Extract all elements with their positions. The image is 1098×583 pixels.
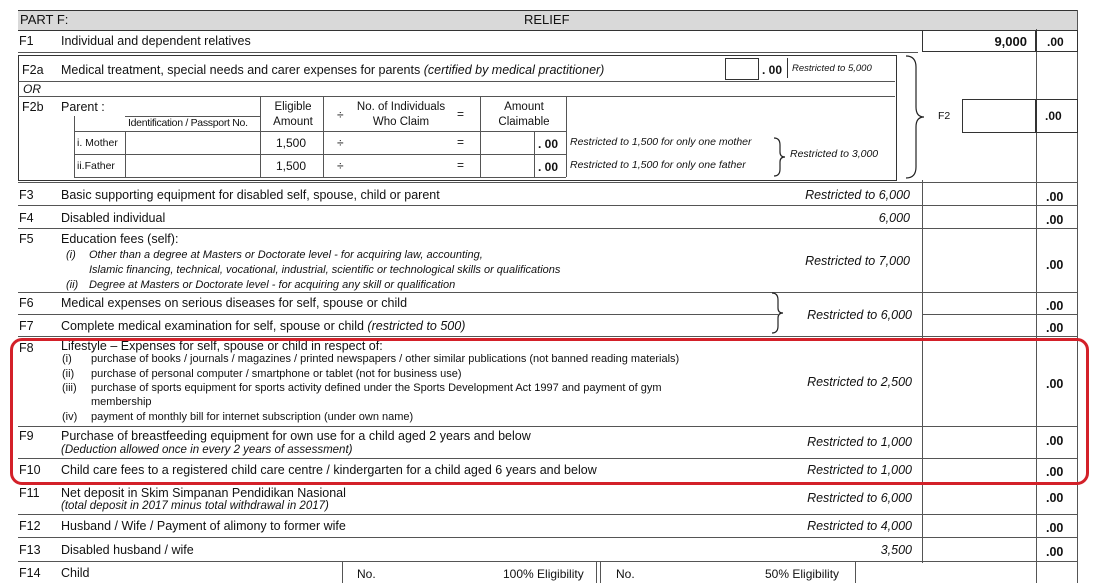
row-code-f1: F1: [19, 34, 34, 48]
father-amount-field[interactable]: [481, 156, 533, 175]
divider: [18, 52, 918, 53]
f7-label-text: Complete medical examination for self, spouse or child: [61, 319, 364, 333]
f2a-cents: . 00: [762, 63, 783, 77]
row-label-f10: Child care fees to a registered child care centre / kindergarten for a child aged 6 years and below: [61, 463, 597, 477]
divider: [74, 154, 566, 155]
divider: [74, 116, 75, 177]
f2a-limit-cell: [787, 58, 894, 78]
f5-i-line1: Other than a degree at Masters or Doctorate level - for acquiring law, accounting,: [89, 249, 483, 261]
mother-cents: . 00: [538, 137, 559, 151]
row-code-f6: F6: [19, 296, 34, 310]
f9-note: (Deduction allowed once in every 2 years of assessment): [61, 444, 353, 456]
row-code-f3: F3: [19, 188, 34, 202]
row-code-f10: F10: [19, 463, 41, 477]
row-code-f2b: F2b: [22, 100, 44, 114]
row-label-f2a: [61, 63, 604, 77]
f11-cents: .00: [1046, 491, 1064, 505]
col-id-header: Identification / Passport No.: [128, 117, 248, 129]
f2-cents: .00: [1045, 109, 1062, 123]
f14-elig-100: 100% Eligibility: [503, 567, 584, 581]
brace-icon: [770, 292, 784, 334]
f6-f7-limit: Restricted to 6,000: [807, 308, 912, 322]
row-code-f8: F8: [19, 341, 34, 355]
divider: [18, 514, 1078, 515]
divider: [18, 228, 1078, 229]
f8-cents: .00: [1046, 377, 1064, 391]
father-eligible: 1,500: [276, 159, 307, 173]
divider: [342, 562, 343, 583]
divider: [260, 97, 261, 177]
row-label-f14: Child: [61, 566, 90, 580]
f11-note: (total deposit in 2017 minus total withdrawal in 2017): [61, 500, 329, 512]
row-code-f7: F7: [19, 319, 34, 333]
f8-item-text: membership: [91, 396, 152, 408]
row-code-f11: F11: [19, 486, 40, 500]
f2a-amount-field[interactable]: [725, 58, 759, 80]
f5-ii-line: Degree at Masters or Doctorate level - for acquiring any skill or qualification: [89, 279, 456, 291]
f12-limit: Restricted to 4,000: [807, 519, 912, 533]
part-f-header: [18, 10, 1078, 31]
f2-amount-field[interactable]: [962, 99, 1036, 133]
row-code-f2a: F2a: [22, 63, 44, 77]
row-code-f4: F4: [19, 211, 34, 225]
section-title: RELIEF: [524, 12, 570, 27]
f1-amount-field[interactable]: [922, 30, 1036, 52]
div-sign: ÷: [337, 136, 344, 150]
f9-cents: .00: [1046, 434, 1064, 448]
f9-limit: Restricted to 1,000: [807, 435, 912, 449]
f6-cents: .00: [1046, 299, 1064, 313]
f5-i-num: (i): [66, 249, 76, 261]
divider: [600, 562, 601, 583]
f14-no-50: No.: [616, 567, 635, 581]
row-code-f5: F5: [19, 232, 34, 246]
f8-item-text: purchase of sports equipment for sports activity defined under the Sports Development Act 1997 and payment of gym: [91, 382, 662, 394]
row-label-f13: Disabled husband / wife: [61, 543, 194, 557]
f7-cents: .00: [1046, 321, 1064, 335]
div-sign: ÷: [337, 159, 344, 173]
brace-icon: [904, 55, 926, 179]
divider: [18, 205, 1078, 206]
f14-no-100: No.: [357, 567, 376, 581]
row-label-f11: Net deposit in Skim Simpanan Pendidikan Nasional: [61, 486, 346, 500]
divider: [18, 537, 1078, 538]
f3-limit: Restricted to 6,000: [805, 188, 910, 202]
f4-cents: .00: [1046, 213, 1064, 227]
row-label-f9: Purchase of breastfeeding equipment for own use for a child aged 2 years and below: [61, 429, 531, 443]
divider: [18, 81, 895, 82]
f8-item-num: (ii): [62, 368, 75, 380]
f8-item-text: purchase of books / journals / magazines / printed newspapers / other similar publications (not banned reading materials): [91, 353, 680, 365]
col-individuals-header: No. of Individuals Who Claim: [356, 101, 446, 128]
f5-i-line2: Islamic financing, technical, vocational, industrial, scientific or technological skills or qualifications: [89, 264, 561, 276]
row-label-f8: Lifestyle – Expenses for self, spouse or child in respect of:: [61, 339, 383, 353]
f2a-limit: Restricted to 5,000: [792, 63, 872, 74]
divider: [74, 131, 566, 132]
combined-limit: Restricted to 3,000: [790, 148, 879, 160]
divider: [18, 182, 1078, 183]
divider: [18, 336, 1078, 337]
f7-note: (restricted to 500): [367, 319, 466, 333]
f11-limit: Restricted to 6,000: [807, 491, 912, 505]
row-label-f7: [61, 319, 465, 333]
father-id-field[interactable]: [126, 156, 258, 175]
f13-limit: 3,500: [880, 543, 912, 557]
divider: [323, 97, 324, 177]
row-label-f6: Medical expenses on serious diseases for self, spouse or child: [61, 296, 408, 310]
f5-cents: .00: [1046, 258, 1064, 272]
f8-item-num: (iv): [62, 411, 78, 423]
row-code-f12: F12: [19, 519, 41, 533]
f12-cents: .00: [1046, 521, 1064, 535]
divider: [922, 314, 1078, 315]
eq-sign: =: [457, 158, 465, 172]
divider: [74, 177, 566, 178]
f3-cents: .00: [1046, 190, 1064, 204]
or-label: OR: [23, 82, 41, 96]
row-label-f4: Disabled individual: [61, 211, 166, 225]
brace-icon: [772, 137, 786, 177]
row-code-f9: F9: [19, 429, 34, 443]
eq-sign: =: [457, 135, 465, 149]
mother-eligible: 1,500: [276, 136, 307, 150]
f2-code: F2: [938, 110, 951, 122]
f5-limit: Restricted to 7,000: [805, 254, 910, 268]
divider: [18, 292, 1078, 293]
highlight-box: [10, 338, 1089, 485]
f2a-label-text: Medical treatment, special needs and carer expenses for parents: [61, 63, 421, 77]
f10-cents: .00: [1046, 465, 1064, 479]
part-label: PART F:: [20, 12, 69, 27]
f8-item-text: payment of monthly bill for internet subscription (under own name): [91, 411, 414, 423]
f14-elig-50: 50% Eligibility: [765, 567, 840, 581]
f1-cents-field: [1036, 30, 1078, 52]
mother-amount-field[interactable]: [481, 133, 533, 152]
father-cents: . 00: [538, 160, 559, 174]
f13-cents: .00: [1046, 545, 1064, 559]
row-code-f14: F14: [19, 566, 41, 580]
eq-sign: =: [457, 107, 465, 121]
col-amount-header: Amount Claimable: [498, 101, 550, 128]
divider: [596, 562, 597, 583]
col-eligible-header: Eligible Amount: [273, 101, 313, 128]
mother-label: i. Mother: [77, 137, 118, 149]
divider: [855, 562, 856, 583]
f10-limit: Restricted to 1,000: [807, 463, 912, 477]
divider: [18, 314, 778, 315]
father-note: Restricted to 1,500 for only one father: [570, 159, 746, 171]
f1-cents: .00: [1047, 35, 1064, 49]
f2a-note: (certified by medical practitioner): [423, 63, 605, 77]
f8-item-num: (iii): [62, 382, 77, 394]
f8-item-num: (i): [62, 353, 72, 365]
f8-limit: Restricted to 2,500: [807, 375, 912, 389]
row-label-f3: Basic supporting equipment for disabled self, spouse, child or parent: [61, 188, 440, 202]
f1-amount: 9,000: [994, 34, 1027, 49]
parent-label: Parent :: [61, 100, 105, 114]
f5-ii-num: (ii): [66, 279, 79, 291]
father-label: ii.Father: [77, 160, 115, 172]
mother-note: Restricted to 1,500 for only one mother: [570, 136, 752, 148]
divider: [566, 97, 567, 177]
row-label-f12: Husband / Wife / Payment of alimony to former wife: [61, 519, 346, 533]
col-divider-outer: [1077, 10, 1078, 583]
div-sign: ÷: [337, 108, 344, 122]
row-label-f1: Individual and dependent relatives: [61, 34, 251, 48]
divider: [18, 96, 895, 97]
mother-id-field[interactable]: [126, 133, 258, 152]
f8-item-text: purchase of personal computer / smartphone or tablet (not for business use): [91, 368, 462, 380]
divider: [18, 561, 1078, 562]
row-code-f13: F13: [19, 543, 41, 557]
row-label-f5: Education fees (self):: [61, 232, 179, 246]
f4-limit: 6,000: [878, 211, 910, 225]
f2-cents-field: [1036, 99, 1078, 133]
